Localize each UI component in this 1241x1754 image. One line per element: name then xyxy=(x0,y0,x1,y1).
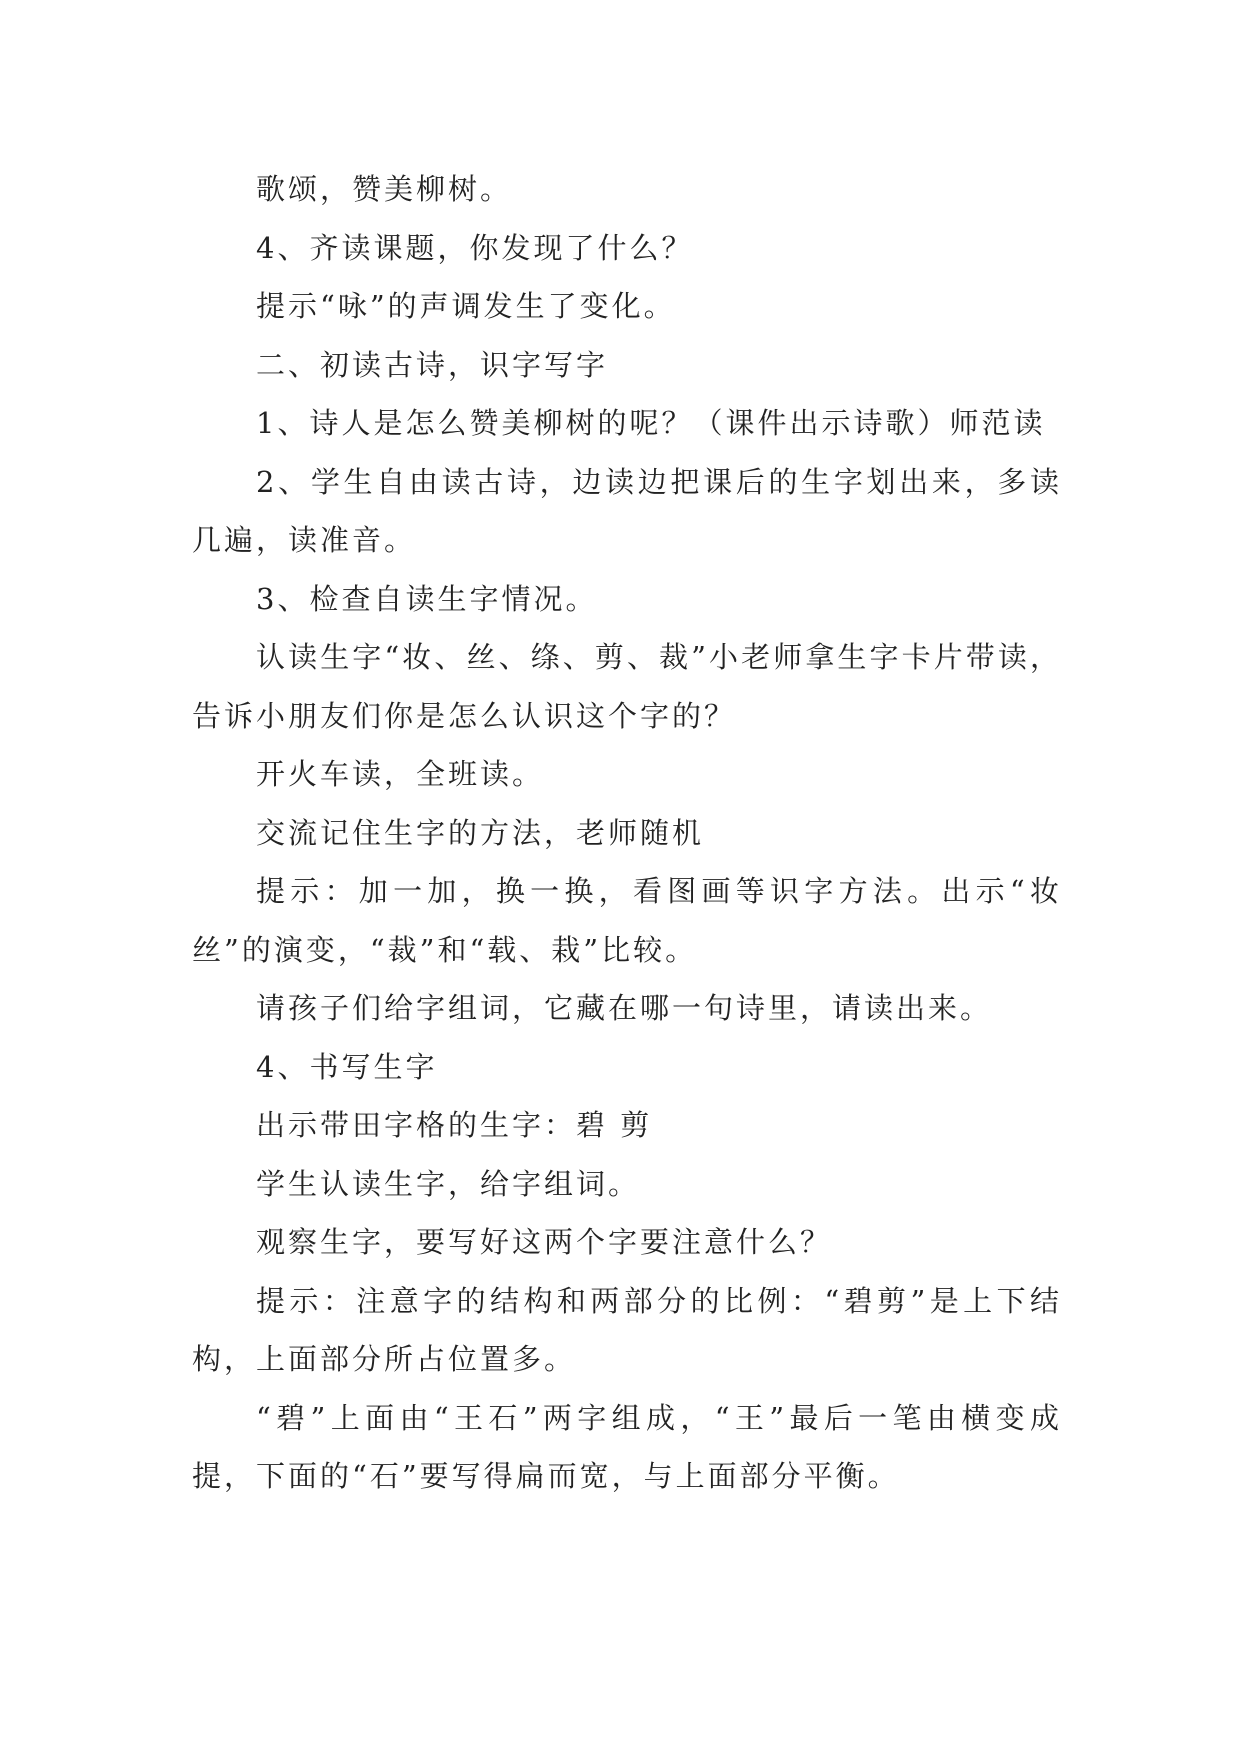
paragraph: 请孩子们给字组词，它藏在哪一句诗里，请读出来。 xyxy=(256,991,993,1025)
paragraph: 歌颂，赞美柳树。 xyxy=(256,172,513,206)
paragraph: “碧”上面由“王石”两字组成，“王”最后一笔由横变成提，下面的“石”要写得扁而宽，与上面部分平衡。 xyxy=(192,1400,1062,1493)
paragraph: 2、学生自由读古诗，边读边把课后的生字划出来，多读几遍，读准音。 xyxy=(192,464,1062,557)
paragraph: 出示带田字格的生字：碧 剪 xyxy=(256,1108,653,1142)
paragraph: 提示“咏”的声调发生了变化。 xyxy=(256,289,676,323)
section-heading: 二、初读古诗，识字写字 xyxy=(256,347,609,382)
paragraph: 4、书写生字 xyxy=(256,1049,438,1084)
paragraph: 1、诗人是怎么赞美柳树的呢？（课件出示诗歌）师范读 xyxy=(256,406,1046,440)
paragraph: 认读生字“妆、丝、绦、剪、裁”小老师拿生字卡片带读，告诉小朋友们你是怎么认识这个字的？ xyxy=(192,640,1062,733)
paragraph: 4、齐读课题，你发现了什么？ xyxy=(256,230,694,265)
paragraph: 开火车读，全班读。 xyxy=(256,757,545,791)
paragraph: 观察生字，要写好这两个字要注意什么？ xyxy=(256,1225,833,1259)
document-body xyxy=(192,160,1062,1506)
paragraph: 交流记住生字的方法，老师随机 xyxy=(256,815,705,850)
paragraph: 提示：注意字的结构和两部分的比例：“碧剪”是上下结构，上面部分所占位置多。 xyxy=(192,1283,1062,1376)
paragraph: 学生认读生字，给字组词。 xyxy=(256,1166,641,1201)
paragraph: 提示：加一加，换一换，看图画等识字方法。出示“妆丝”的演变，“裁”和“载、栽”比较。 xyxy=(192,874,1062,967)
paragraph: 3、检查自读生字情况。 xyxy=(256,581,598,616)
